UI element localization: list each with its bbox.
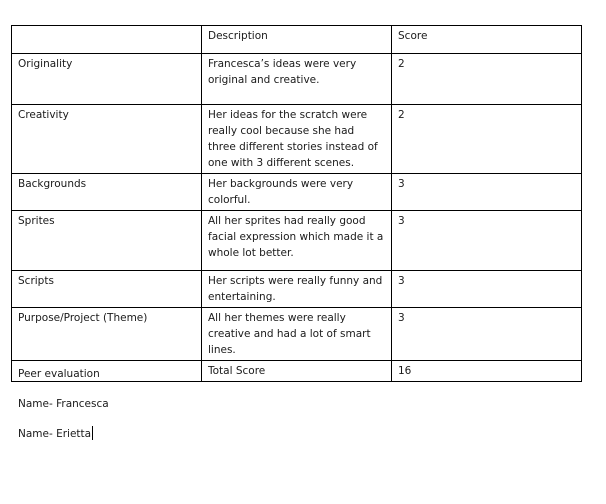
score-cell[interactable]: 3 (392, 211, 582, 271)
criterion-cell[interactable]: Scripts (12, 271, 202, 308)
name-line-2-text[interactable]: Name- Erietta (18, 428, 92, 440)
header-cell-score[interactable]: Score (392, 26, 582, 54)
criterion-cell[interactable]: Purpose/Project (Theme) (12, 308, 202, 361)
notes-section (18, 366, 109, 442)
description-cell[interactable]: Her backgrounds were very colorful. (202, 174, 392, 211)
name-line-1[interactable]: Name- Francesca (18, 398, 109, 410)
table-row (12, 308, 582, 361)
criterion-cell[interactable]: Originality (12, 54, 202, 105)
score-cell[interactable]: 2 (392, 105, 582, 174)
score-cell[interactable]: 2 (392, 54, 582, 105)
table-row (12, 105, 582, 174)
criterion-cell[interactable]: Backgrounds (12, 174, 202, 211)
description-cell[interactable]: Her ideas for the scratch were really cool because she had three different stories instead of one with 3 different scenes. (202, 105, 392, 174)
header-cell-criterion[interactable] (12, 26, 202, 54)
table-row (12, 54, 582, 105)
table-header-row (12, 26, 582, 54)
description-cell[interactable]: Francesca’s ideas were very original and creative. (202, 54, 392, 105)
table-row (12, 211, 582, 271)
score-cell[interactable]: 3 (392, 308, 582, 361)
table-row (12, 271, 582, 308)
text-cursor (92, 426, 93, 440)
description-cell[interactable]: All her sprites had really good facial expression which made it a whole lot better. (202, 211, 392, 271)
table-row (12, 174, 582, 211)
peer-evaluation-text[interactable]: Peer evaluation (18, 368, 100, 380)
evaluation-table (11, 25, 582, 382)
name-line-2[interactable] (18, 426, 109, 442)
criterion-cell[interactable]: Creativity (12, 105, 202, 174)
header-cell-description[interactable]: Description (202, 26, 392, 54)
score-cell[interactable]: 3 (392, 174, 582, 211)
description-cell[interactable]: Her scripts were really funny and entertaining. (202, 271, 392, 308)
total-label-cell[interactable]: Total Score (202, 361, 392, 382)
total-value-cell[interactable]: 16 (392, 361, 582, 382)
criterion-cell[interactable]: Sprites (12, 211, 202, 271)
description-cell[interactable]: All her themes were really creative and had a lot of smart lines. (202, 308, 392, 361)
score-cell[interactable]: 3 (392, 271, 582, 308)
